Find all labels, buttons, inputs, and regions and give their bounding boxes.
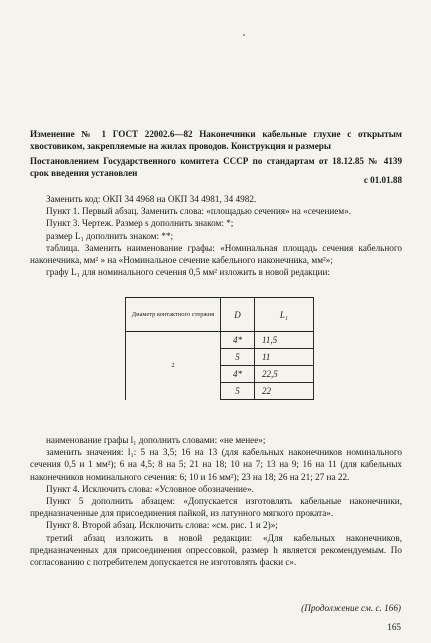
table-header-row bbox=[126, 298, 314, 332]
table-row bbox=[126, 332, 314, 349]
paragraph: Пункт 4. Исключить слова: «Условное обозначение». bbox=[46, 483, 254, 494]
page-number: 165 bbox=[387, 622, 401, 632]
l1-cell: 11 bbox=[255, 349, 314, 366]
paragraph: Пункт 3. Чертеж. Размер s дополнить знаком: *; bbox=[46, 218, 234, 229]
diameter-cell: 2 bbox=[126, 332, 221, 400]
dimension-table bbox=[125, 297, 314, 400]
paragraph: третий абзац изложить в новой редакции: «Для кабельных наконечников, предназначенных для присоединения опрессовкой, размер h является рекомендуемым. По согласованию с потребителем допускается не изготовлять фаски с». bbox=[30, 532, 402, 568]
d-cell: 4* bbox=[221, 366, 255, 383]
l1-cell: 22 bbox=[255, 383, 314, 400]
d-cell: 5 bbox=[221, 349, 255, 366]
effective-date: с 01.01.88 bbox=[363, 175, 402, 185]
body-top bbox=[30, 193, 402, 278]
l1-cell: 11,5 bbox=[255, 332, 314, 349]
l1-cell: 22,5 bbox=[255, 366, 314, 383]
paragraph: графу L₁ для номинального сечения 0,5 мм² изложить в новой редакции: bbox=[46, 267, 330, 278]
header-d: D bbox=[221, 298, 255, 332]
body-bottom bbox=[30, 434, 402, 568]
document-title: Изменение № 1 ГОСТ 22002.6—82 Наконечники кабельные глухие с открытым хвостовиком, закрепляемые на жилах проводов. Конструкция и размеры bbox=[30, 129, 402, 151]
decree-line: Постановлением Государственного комитета СССР по стандартам от 18.12.85 № 4139 срок введения установлен bbox=[30, 156, 402, 178]
d-cell: 5 bbox=[221, 383, 255, 400]
paragraph: Пункт 5 дополнить абзацем: «Допускается изготовлять кабельные наконечники, предназначенные для присоединения пайкой, из латунного мягкого проката». bbox=[30, 496, 402, 519]
paragraph: Пункт 1. Первый абзац. Заменить слова: «площадью сечения» на «сечением». bbox=[46, 206, 352, 217]
continuation-note: (Продолжение см. с. 166) bbox=[301, 603, 401, 613]
d-cell: 4* bbox=[221, 332, 255, 349]
header-diameter: Диаметр контактного стержня bbox=[126, 298, 221, 332]
scan-speck bbox=[243, 34, 245, 36]
paragraph: заменить значения: l₁: 5 на 3,5; 16 на 13 (для кабельных наконечников номинального сечения 0,5 и 1 мм²); 6 на 4,5; 8 на 5; 21 на 18; 10 на 7; 13 на 9; 16 на 11 (для кабельных наконечников номинального сечения: 6; 10 и 16 мм²); 23 на 18; 26 на 21; 27 на 22. bbox=[30, 447, 402, 482]
paragraph: Заменить код: ОКП 34 4968 на ОКП 34 4981, 34 4982. bbox=[46, 194, 257, 204]
paragraph: таблица. Заменить наименование графы: «Номинальная площадь сечения кабельного наконечника, мм² » на «Номинальное сечение кабельного наконечника, мм²»; bbox=[30, 242, 402, 266]
paragraph: наименование графы l₁ дополнить словами: «не менее»; bbox=[46, 435, 266, 445]
paragraph: размер L₁ дополнить знаком: **; bbox=[46, 230, 174, 241]
paragraph: Пункт 8. Второй абзац. Исключить слова: «см. рис. 1 и 2)»; bbox=[46, 520, 278, 531]
header-l1: L₁ bbox=[255, 298, 314, 332]
